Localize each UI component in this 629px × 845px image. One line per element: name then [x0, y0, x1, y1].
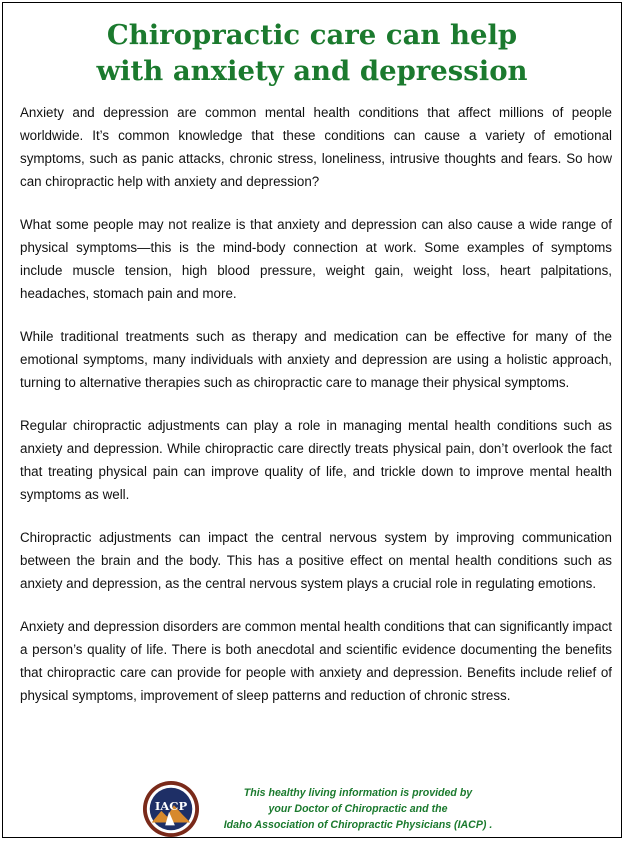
footer-credit [213, 785, 503, 833]
iacp-logo-icon [142, 780, 200, 838]
paragraph-4: Regular chiropractic adjustments can play a role in managing mental health conditions such as anxiety and depression. While chiropractic care directly treats physical pain, don’t overlook the fact that treating physical pain can improve quality of life, and trickle down to improve mental health symptoms as well. [20, 418, 612, 502]
paragraph-5: Chiropractic adjustments can impact the central nervous system by improving communication between the brain and the body. This has a positive effect on mental health conditions such as anxiety and depression, as the central nervous system plays a crucial role in regulating emotions. [20, 530, 612, 591]
title-line-1: Chiropractic care can help [106, 19, 518, 51]
credit-line-3: Idaho Association of Chiropractic Physicians (IACP) . [223, 819, 493, 831]
paragraph-2: What some people may not realize is that anxiety and depression can also cause a wide range of physical symptoms—this is the mind-body connection at work. Some examples of symptoms include muscle tension, high blood pressure, weight gain, weight loss, heart palpitations, headaches, stomach pain and more. [20, 217, 612, 301]
paragraph-1: Anxiety and depression are common mental health conditions that affect millions of people worldwide. It’s common knowledge that these conditions can cause a variety of emotional symptoms, such as panic attacks, chronic stress, loneliness, intrusive thoughts and fears. So how can chiropractic help with anxiety and depression? [20, 105, 612, 189]
paragraph-6: Anxiety and depression disorders are common mental health conditions that can significantly impact a person’s quality of life. There is both anecdotal and scientific evidence documenting the benefits that chiropractic care can provide for people with anxiety and depression. Benefits include relief of physical symptoms, improvement of sleep patterns and reduction of chronic stress. [20, 619, 612, 703]
logo-text: IACP [154, 798, 188, 813]
footer [3, 775, 621, 835]
credit-line-2: your Doctor of Chiropractic and the [268, 803, 448, 815]
article-body [20, 101, 612, 727]
flyer-frame [2, 2, 622, 838]
title-line-2: with anxiety and depression [96, 55, 528, 87]
paragraph-3: While traditional treatments such as therapy and medication can be effective for many of the emotional symptoms, many individuals with anxiety and depression are using a holistic approach, turning to alternative therapies such as chiropractic care to manage their physical symptoms. [20, 329, 612, 390]
page-title [3, 17, 621, 89]
credit-line-1: This healthy living information is provided by [243, 787, 473, 799]
